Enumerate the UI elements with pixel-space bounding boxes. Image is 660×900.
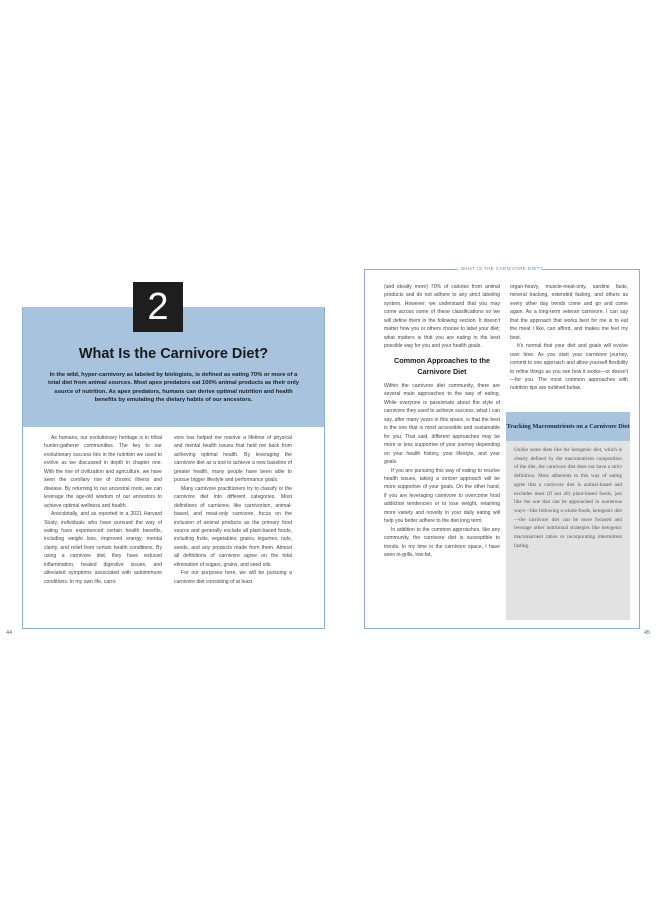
left-column-2 bbox=[174, 434, 292, 586]
chapter-title: What Is the Carnivore Diet? bbox=[78, 346, 269, 362]
page-number-right: 45 bbox=[644, 630, 651, 636]
sidebar-title bbox=[506, 412, 630, 441]
paragraph: It's normal that your diet and goals will evolve over time. As you start your carnivore journey, commit to one approach and allow yourself flexibility to refine things as you see how it works—or doesn't—for you. The most common approaches with nutrition tips are outlined below. bbox=[510, 343, 628, 392]
section-heading: Common Approaches to the Carnivore Diet bbox=[394, 356, 490, 376]
paragraph: Many carnivore practitioners try to classify or the carnivore diet into different categories. Most definitions of carnivore, like carnivorism, animal-based, and meat-only carnivore, focus on the inclusion of animal products as the primary food source and generally exclude all plant-based foods, including fruits, vegetables, grains, legumes, nuts, seeds, and any products made from them. Almost all definitions of carnivore agree on the total elimination of sugars, grains, and seed oils. bbox=[174, 485, 292, 568]
paragraph: organ-heavy, muscle-meat-only, sardine fasts, mineral tracking, extended fasting, and others as every other day trends come and go and come again. As a long-term veteran carnivore, I can say that the approach that works best for me is to eat the meat I like, can afford, and makes me feel my best. bbox=[510, 284, 628, 341]
paragraph: vore has helped me resolve a lifetime of physical and mental health issues that held me back from achieving optimal health. By leveraging the carnivore diet as a tool to achieve a new baseline of greater health, many people have been able to pursue bigger lifestyle and performance goals. bbox=[174, 435, 292, 484]
paragraph: For our purposes here, we will be pursuing a carnivore diet consisting of at least bbox=[174, 570, 292, 585]
right-column-1-top bbox=[384, 283, 500, 351]
sidebar-title-text: Tracking Macronutrients on a Carnivore Diet bbox=[506, 423, 630, 430]
left-column-1 bbox=[44, 434, 162, 586]
chapter-subtitle: In the wild, hyper-carnivory as labeled by biologists, is defined as eating 70% or more of a total diet from animal sources. Most apex predators eat 100% animal products as their only source of nutrition. As apex predators, humans can derive optimal nutrition and health benefits by emulating the dietary habits of our ancestors. bbox=[48, 372, 299, 403]
right-column-1-bottom bbox=[384, 382, 500, 560]
paragraph: As humans, our evolutionary heritage is in tribal hunter-gatherer communities. The key to our evolutionary success lies in the nutrition we used to evolve as we discussed in depth in chapter one. With the rise of civilization and agriculture, we have seen the corollary rise of chronic illness and disease. By returning to our ancestral roots, we can leverage the age-old wisdom of our ancestors to achieve optimal wellness and health. bbox=[44, 435, 162, 509]
running-head: WHAT IS THE CARNIVORE DIET? bbox=[461, 266, 543, 271]
page-number-left: 44 bbox=[6, 630, 13, 636]
paragraph: In addition to the common approaches, like any community, the carnivore diet is susceptible to trends. In my time in the carnivore space, I have seen in-grills, low-fat, bbox=[384, 526, 500, 559]
paragraph: (and ideally more) 70% of calories from animal products and do not adhere to any strict labeling system. However, we understand that you may come across some of these classifications so we will define them in the following section. It doesn't matter how you or others choose to label your diet; what matters is that you are eating in the best possible way for you and your health goals. bbox=[384, 284, 500, 350]
sidebar-body: Unlike some diets like the ketogenic diet, which is clearly defined by the macronutrient composition of the diet, the carnivore diet does not have a strict definition. Most adherents to this way of eating agree that a carnivore diet is animal-based and excludes most (if not all) plant-based foods, just like the one that can be approached in numerous ways—like following a whole-foods, ketogenic diet—the carnivore diet can be more focused and leverage other nutritional strategies like ketogenic macronutrient ratios or incorporating intermittent fasting. bbox=[514, 447, 622, 549]
paragraph: Anecdotally, and as reported in a 2021 Harvard Study, individuals who have pursued the way of eating have experienced certain health benefits, including weight loss, improved energy, mental clarity, and relief from certain health conditions. By using a carnivore diet, they have reduced inflammation, healed digestive issues, and alleviated symptoms associated with autoimmune conditions. In my own life, carni- bbox=[44, 511, 162, 585]
paragraph: If you are pursuing this way of eating to resolve health issues, taking a stricter approach will be more supportive of your goals. On the other hand, if you are leveraging carnivore to overcome food addiction tendencies or to lose weight, retaining more variety and novelty in your daily eating will help you better adhere to the diet long term. bbox=[384, 467, 500, 525]
chapter-number-box bbox=[133, 282, 183, 332]
paragraph: Within the carnivore diet community, there are several main approaches to the way of eating. While everyone is passionate about the style of carnivore they used to achieve success, what I can say, after many years in this space, is that the best is the one that is most accessible and sustainable for you. That said, different approaches may be more or less supportive of your journey depending on your health history, your lifestyle, and your goals. bbox=[384, 383, 500, 466]
right-column-2 bbox=[510, 283, 628, 393]
chapter-number: 2 bbox=[147, 285, 169, 328]
